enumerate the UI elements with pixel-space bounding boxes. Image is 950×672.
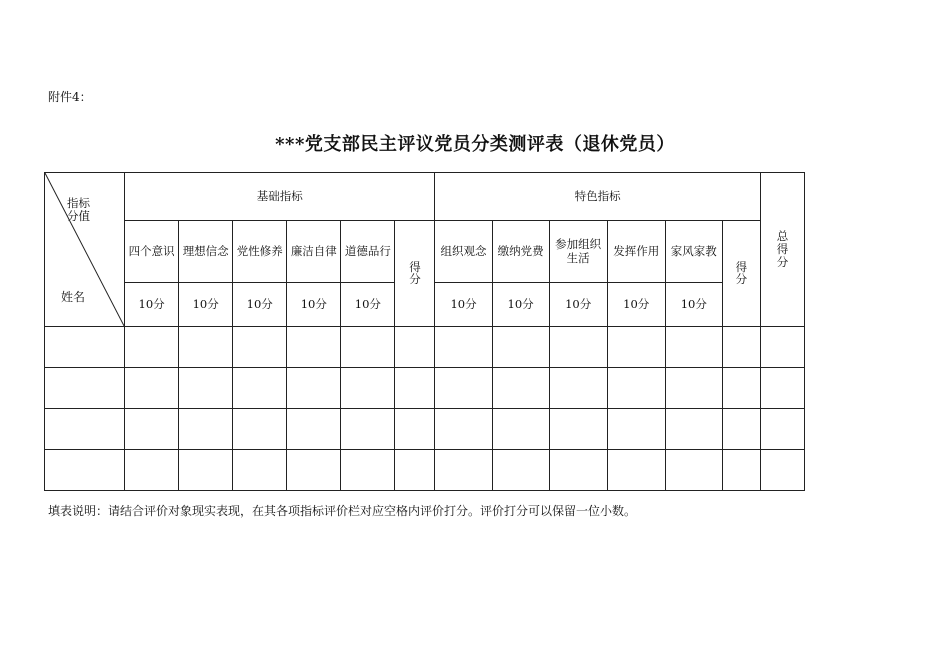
special-indicators-header: 特色指标 [435,173,760,221]
empty-cell[interactable] [665,450,722,491]
empty-cell[interactable] [45,368,125,409]
empty-cell[interactable] [395,409,435,450]
empty-cell[interactable] [549,450,607,491]
empty-cell[interactable] [179,409,233,450]
corner-indicator-label: 指标 分值 [67,196,90,223]
empty-cell[interactable] [125,327,179,368]
empty-cell[interactable] [125,368,179,409]
special-points-4: 10分 [607,283,665,327]
basic-score-header: 得 分 [395,221,435,327]
empty-cell[interactable] [722,327,760,368]
empty-cell[interactable] [549,368,607,409]
empty-cell[interactable] [341,409,395,450]
basic-item-1: 四个意识 [125,221,179,283]
evaluation-table [44,172,805,491]
empty-cell[interactable] [760,409,804,450]
basic-indicators-header: 基础指标 [125,173,435,221]
empty-cell[interactable] [45,450,125,491]
empty-cell[interactable] [722,409,760,450]
empty-cell[interactable] [549,327,607,368]
special-score-header: 得 分 [722,221,760,327]
basic-item-3: 党性修养 [233,221,287,283]
empty-cell[interactable] [287,409,341,450]
empty-cell[interactable] [341,450,395,491]
table-row [45,450,805,491]
basic-points-5: 10分 [341,283,395,327]
empty-cell[interactable] [760,450,804,491]
empty-cell[interactable] [435,327,492,368]
basic-points-1: 10分 [125,283,179,327]
special-item-2: 缴纳党费 [492,221,549,283]
empty-cell[interactable] [233,368,287,409]
empty-cell[interactable] [435,368,492,409]
empty-cell[interactable] [760,368,804,409]
basic-item-5: 道德品行 [341,221,395,283]
empty-cell[interactable] [492,450,549,491]
empty-cell[interactable] [607,327,665,368]
corner-name-label: 姓名 [61,290,86,304]
special-points-2: 10分 [492,283,549,327]
empty-cell[interactable] [665,368,722,409]
special-item-1: 组织观念 [435,221,492,283]
title-text: ***党支部民主评议党员分类测评表（退休党员） [275,134,675,155]
empty-cell[interactable] [287,450,341,491]
empty-cell[interactable] [760,327,804,368]
special-points-5: 10分 [665,283,722,327]
page-title [0,130,950,156]
empty-cell[interactable] [341,327,395,368]
empty-cell[interactable] [607,450,665,491]
empty-cell[interactable] [341,368,395,409]
empty-cell[interactable] [722,368,760,409]
empty-cell[interactable] [287,368,341,409]
empty-cell[interactable] [492,409,549,450]
empty-cell[interactable] [233,450,287,491]
basic-item-2: 理想信念 [179,221,233,283]
special-points-1: 10分 [435,283,492,327]
fill-instructions: 填表说明：请结合评价对象现实表现，在其各项指标评价栏对应空格内评价打分。评价打分可以保留一位小数。 [48,504,637,518]
special-item-3: 参加组织 生活 [549,221,607,283]
basic-item-4: 廉洁自律 [287,221,341,283]
header-corner-cell [45,173,125,327]
basic-points-2: 10分 [179,283,233,327]
empty-cell[interactable] [722,450,760,491]
table-row [45,409,805,450]
empty-cell[interactable] [492,327,549,368]
empty-cell[interactable] [45,327,125,368]
attachment-label: 附件4： [48,90,92,104]
special-item-4: 发挥作用 [607,221,665,283]
empty-cell[interactable] [395,450,435,491]
empty-cell[interactable] [287,327,341,368]
total-score-header: 总 得 分 [760,173,804,327]
empty-cell[interactable] [435,450,492,491]
table-row [45,327,805,368]
empty-cell[interactable] [549,409,607,450]
empty-cell[interactable] [435,409,492,450]
empty-cell[interactable] [125,409,179,450]
empty-cell[interactable] [233,327,287,368]
empty-cell[interactable] [179,368,233,409]
empty-cell[interactable] [665,409,722,450]
empty-cell[interactable] [179,450,233,491]
empty-cell[interactable] [45,409,125,450]
special-item-5: 家风家教 [665,221,722,283]
empty-cell[interactable] [492,368,549,409]
basic-points-3: 10分 [233,283,287,327]
table-row [45,368,805,409]
empty-cell[interactable] [665,327,722,368]
empty-cell[interactable] [179,327,233,368]
empty-cell[interactable] [395,327,435,368]
empty-cell[interactable] [125,450,179,491]
empty-cell[interactable] [395,368,435,409]
empty-cell[interactable] [607,368,665,409]
special-points-3: 10分 [549,283,607,327]
empty-cell[interactable] [233,409,287,450]
basic-points-4: 10分 [287,283,341,327]
empty-cell[interactable] [607,409,665,450]
